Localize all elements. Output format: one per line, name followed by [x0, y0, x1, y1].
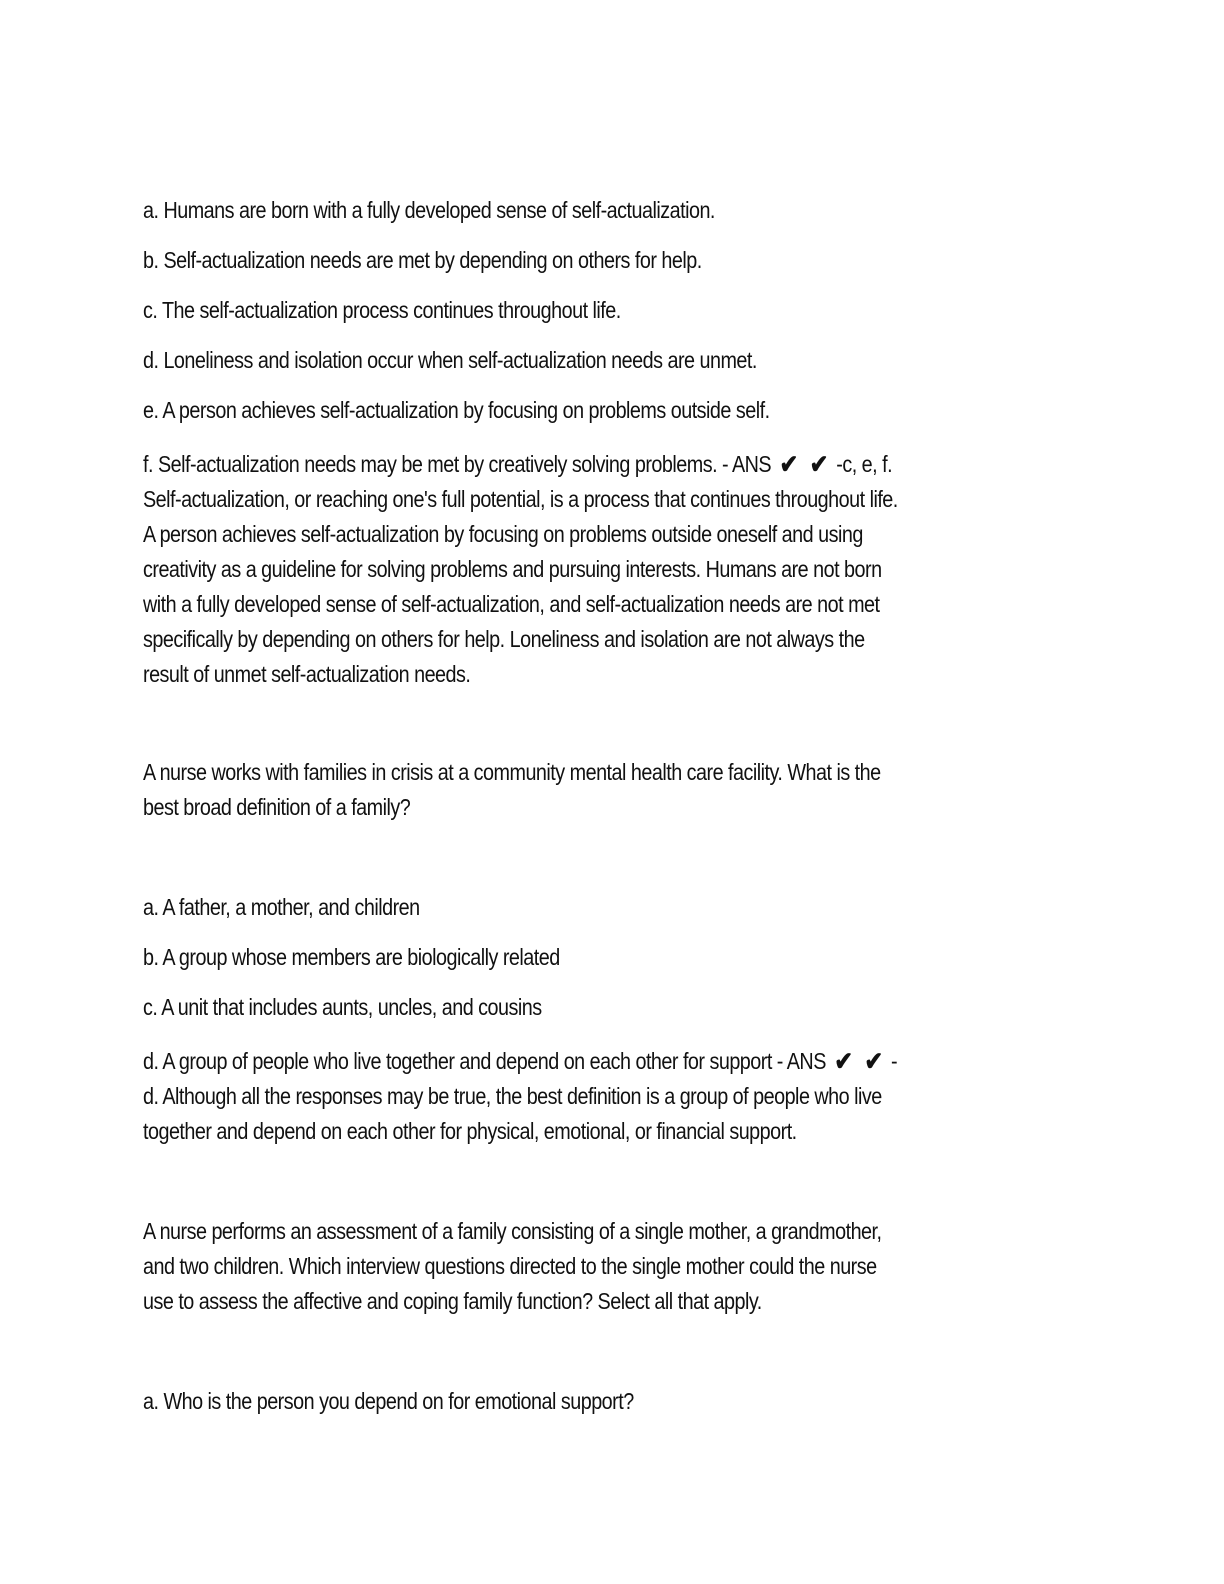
- q1-option-e: e. A person achieves self-actualization by focusing on problems outside self.: [143, 397, 770, 423]
- q3-stem: [143, 1214, 1072, 1319]
- checkmark-icon: ✔: [809, 449, 828, 479]
- q2-option-c: c. A unit that includes aunts, uncles, and cousins: [143, 994, 542, 1020]
- q3-stem-line: use to assess the affective and coping family function? Select all that apply.: [143, 1288, 762, 1314]
- q2-answer-key: -: [891, 1048, 898, 1074]
- q3-stem-line: A nurse performs an assessment of a family consisting of a single mother, a grandmother,: [143, 1218, 882, 1244]
- q1-rationale-line: specifically by depending on others for help. Loneliness and isolation are not always the: [143, 626, 865, 652]
- q1-option-b: b. Self-actualization needs are met by depending on others for help.: [143, 247, 702, 273]
- q2-rationale-line: d. Although all the responses may be true, the best definition is a group of people who live: [143, 1083, 882, 1109]
- q1-rationale-line: Self-actualization, or reaching one's full potential, is a process that continues throughout life.: [143, 486, 898, 512]
- q1-option-a: a. Humans are born with a fully developed sense of self-actualization.: [143, 197, 715, 223]
- q2-option-d: d. A group of people who live together and depend on each other for support - ANS: [143, 1048, 826, 1074]
- checkmark-icon: ✔: [779, 449, 798, 479]
- q1-option-f-row: [143, 447, 1072, 482]
- q1-option-c: c. The self-actualization process continues throughout life.: [143, 297, 621, 323]
- q2-stem-line: best broad definition of a family?: [143, 794, 411, 820]
- q2-answer-block: [143, 1044, 1072, 1149]
- checkmark-icon: ✔: [834, 1046, 853, 1076]
- q1-option-d: d. Loneliness and isolation occur when self-actualization needs are unmet.: [143, 347, 757, 373]
- checkmark-icon: ✔: [864, 1046, 883, 1076]
- q1-option-f: f. Self-actualization needs may be met by creatively solving problems. - ANS: [143, 451, 772, 477]
- q2-stem: [143, 755, 1072, 825]
- q2-option-d-row: [143, 1044, 1072, 1079]
- q2-rationale-line: together and depend on each other for physical, emotional, or financial support.: [143, 1118, 797, 1144]
- q2-option-b: b. A group whose members are biologically related: [143, 944, 560, 970]
- q3-option-a: a. Who is the person you depend on for emotional support?: [143, 1388, 634, 1414]
- q1-answer-block: [143, 447, 1072, 692]
- q1-answer-key: -c, e, f.: [836, 451, 893, 477]
- q2-stem-line: A nurse works with families in crisis at a community mental health care facility. What is the: [143, 759, 881, 785]
- q1-rationale-line: A person achieves self-actualization by focusing on problems outside oneself and using: [143, 521, 863, 547]
- q1-rationale-line: result of unmet self-actualization needs.: [143, 661, 471, 687]
- q3-stem-line: and two children. Which interview questions directed to the single mother could the nurse: [143, 1253, 877, 1279]
- q1-rationale-line: with a fully developed sense of self-actualization, and self-actualization needs are not met: [143, 591, 880, 617]
- q1-rationale-line: creativity as a guideline for solving problems and pursuing interests. Humans are not born: [143, 556, 882, 582]
- q2-option-a: a. A father, a mother, and children: [143, 894, 420, 920]
